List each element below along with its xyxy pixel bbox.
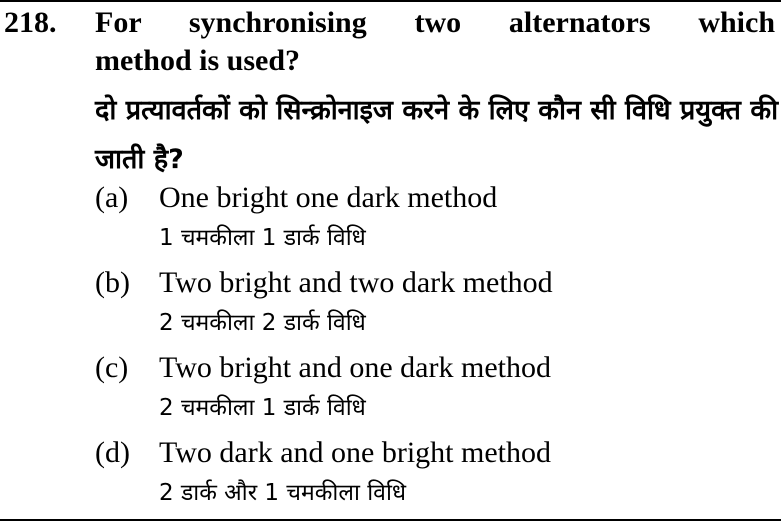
option-d-hindi: 2 डार्क और 1 चमकीला विधि — [159, 480, 407, 506]
question-text-english — [95, 4, 775, 80]
option-b[interactable] — [95, 263, 775, 348]
option-d[interactable] — [95, 433, 775, 518]
question-text-hindi: दो प्रत्यावर्तकों को सिन्क्रोनाइज करने के लिए कौन सी विधि प्रयुक्त की जाती है? — [95, 95, 779, 175]
question-number: 218. — [4, 6, 57, 39]
option-b-hindi: 2 चमकीला 2 डार्क विधि — [159, 310, 366, 336]
option-a-label: (a) — [95, 181, 129, 214]
option-d-label: (d) — [95, 436, 130, 469]
question-english-line2: method is used? — [95, 44, 301, 77]
option-c[interactable] — [95, 348, 775, 433]
option-c-hindi: 2 चमकीला 1 डार्क विधि — [159, 395, 366, 421]
option-d-english: Two dark and one bright method — [159, 436, 551, 469]
question-english-line1: For synchronising two alternators which — [95, 6, 775, 39]
option-a-english: One bright one dark method — [159, 181, 498, 214]
option-b-label: (b) — [95, 266, 130, 299]
option-b-english: Two bright and two dark method — [159, 266, 553, 299]
option-c-english: Two bright and one dark method — [159, 351, 551, 384]
option-a-hindi: 1 चमकीला 1 डार्क विधि — [159, 225, 366, 251]
option-c-label: (c) — [95, 351, 129, 384]
options-list — [95, 178, 775, 518]
option-a[interactable] — [95, 178, 775, 263]
bottom-rule — [0, 519, 781, 521]
top-rule — [0, 0, 781, 2]
